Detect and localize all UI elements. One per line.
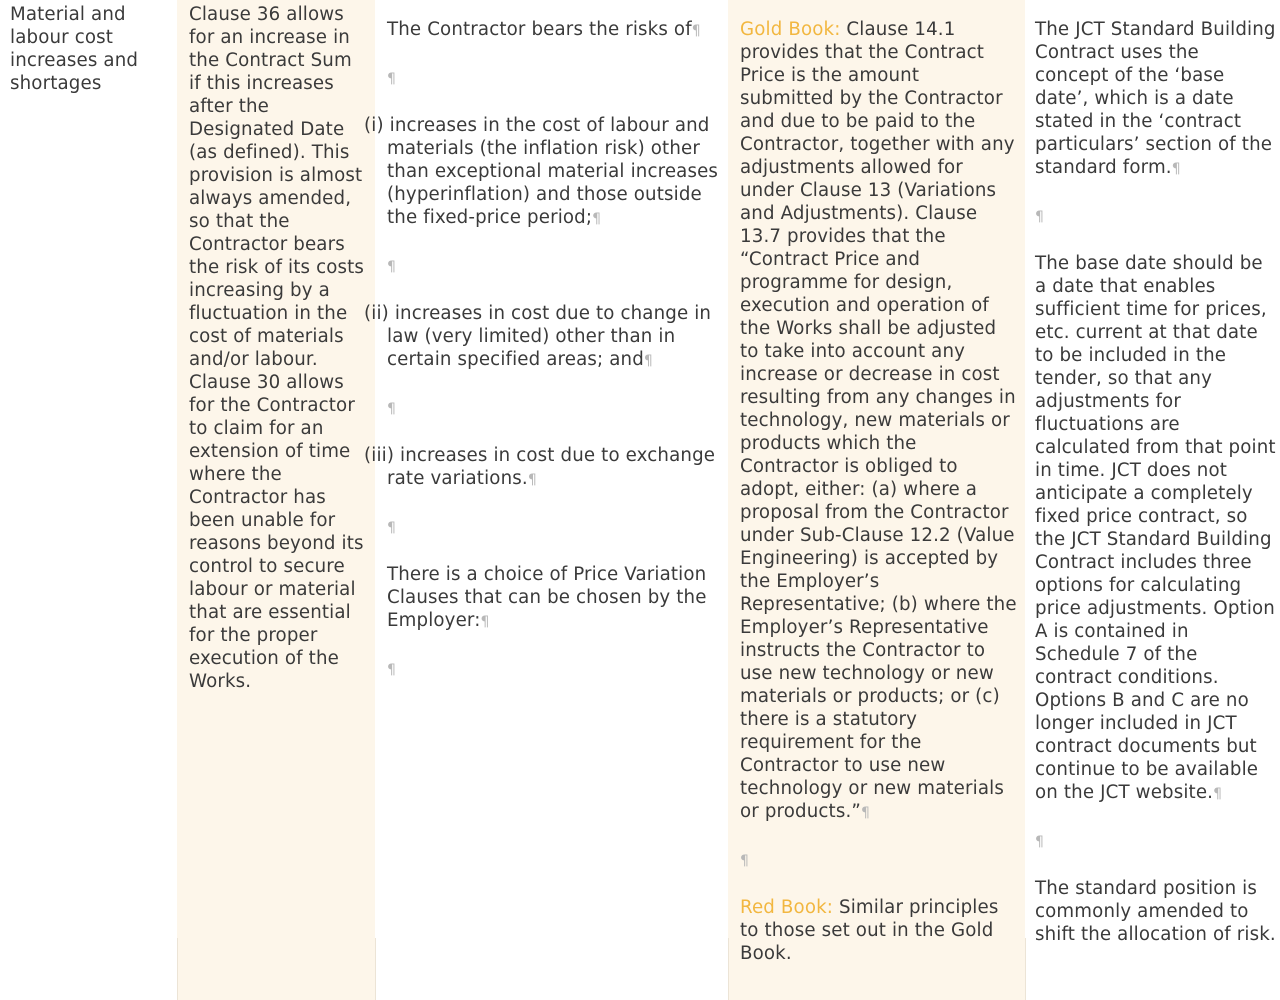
blank-paragraph: [1035, 829, 1276, 854]
fidic-cell: [728, 0, 1025, 1000]
gold-book-label: Gold Book:: [740, 19, 841, 40]
cell-divider: [375, 938, 376, 1000]
blank-paragraph: [387, 254, 720, 279]
pilcrow-mark: ¶: [387, 71, 397, 87]
blank-paragraph: [387, 66, 720, 91]
pilcrow-mark: ¶: [527, 472, 537, 488]
price-variation-text: There is a choice of Price Variation Clauses that can be chosen by the Employer:¶: [387, 564, 707, 631]
contractor-risks-cell: [364, 0, 728, 1000]
risk-item-3: (iii) increases in cost due to exchange rate variations.¶: [364, 445, 716, 489]
blank-paragraph: [387, 396, 720, 421]
blank-paragraph: [387, 515, 720, 540]
pilcrow-mark: ¶: [387, 662, 397, 678]
cell-divider: [1025, 938, 1026, 1000]
jct-clause-cell: [177, 0, 375, 1000]
pilcrow-mark: ¶: [480, 614, 490, 630]
pilcrow-mark: ¶: [1213, 786, 1223, 802]
red-book-paragraph: [740, 896, 1017, 965]
pilcrow-mark: ¶: [860, 805, 871, 821]
cell-divider: [177, 938, 178, 1000]
risks-intro: The Contractor bears the risks of¶: [387, 19, 701, 40]
red-book-text: Similar principles to those set out in the Gold Book.: [740, 897, 999, 964]
jct-notes-cell: [1025, 0, 1280, 1000]
gold-book-paragraph: [740, 18, 1017, 825]
pilcrow-mark: ¶: [1035, 209, 1045, 225]
pilcrow-mark: ¶: [387, 401, 397, 417]
price-adjustment-paragraph: The base date should be a date that enables sufficient time for prices, etc. current at that date to be included in the tender, so that any adjustments for fluctuations are calculated from that point in time. JCT does not anticipate a completely fixed price contract, so the JCT Standard Building Contract includes three options for calculating price adjustments. Option A is contained in Schedule 7 of the contract conditions. Options B and C are no longer included in JCT contract documents but continue to be available on the JCT website.¶: [1035, 253, 1276, 803]
blank-paragraph: [387, 657, 720, 682]
pilcrow-mark: ¶: [387, 520, 397, 536]
pilcrow-mark: ¶: [1035, 834, 1045, 850]
blank-paragraph: [1035, 204, 1276, 229]
pilcrow-mark: ¶: [740, 853, 750, 869]
red-book-label: Red Book:: [740, 897, 834, 918]
pilcrow-mark: ¶: [691, 23, 701, 39]
jct-clause-text: Clause 36 allows for an increase in the Contract Sum if this increases after the Designated Date (as defined). This provision is almost always amended, so that the Contractor bears the risk of its costs increasing by a fluctuation in the cost of materials and/or labour. Clause 30 allows for the Contractor to claim for an extension of time where the Contractor has been unable for reasons beyond its control to secure labour or material that are essential for the proper execution of the Works.: [189, 4, 365, 692]
pilcrow-mark: ¶: [643, 353, 653, 369]
topic-cell: [0, 0, 177, 1000]
pilcrow-mark: ¶: [387, 259, 397, 275]
risk-item-1: (i) increases in the cost of labour and materials (the inflation risk) other than exceptional material increases (hyperinflation) and those outside the fixed-price period;¶: [364, 115, 719, 228]
cell-divider: [728, 938, 729, 1000]
pilcrow-mark: ¶: [592, 211, 602, 227]
risk-item-2: (ii) increases in cost due to change in law (very limited) other than in certain specified areas; and¶: [364, 303, 712, 370]
base-date-paragraph: The JCT Standard Building Contract uses the concept of the ‘base date’, which is a date stated in the ‘contract particulars’ section of the standard form.¶: [1035, 19, 1276, 178]
gold-book-text: Clause 14.1 provides that the Contract Price is the amount submitted by the Contractor and due to be paid to the Contractor, together with any adjustments allowed for under Clause 13 (Variations and Adjustments). Clause 13.7 provides that the “Contract Price and programme for design, execution and operation of the Works shall be adjusted to take into account any increase or decrease in cost resulting from any changes in technology, new materials or products which the Contractor is obliged to adopt, either: (a) where a proposal from the Contractor under Sub-Clause 12.2 (Value Engineering) is accepted by the Employer’s Representative; (b) where the Employer’s Representative instructs the Contractor to use new technology or new materials or products; or (c) there is a statutory requirement for the Contractor to use new technology or new materials or products.”: [740, 19, 1017, 822]
pilcrow-mark: ¶: [1171, 161, 1181, 177]
topic-heading: Material and labour cost increases and shortages: [10, 4, 139, 94]
standard-position-paragraph: The standard position is commonly amended to shift the allocation of risk.: [1035, 878, 1276, 945]
blank-paragraph: [740, 848, 1017, 873]
